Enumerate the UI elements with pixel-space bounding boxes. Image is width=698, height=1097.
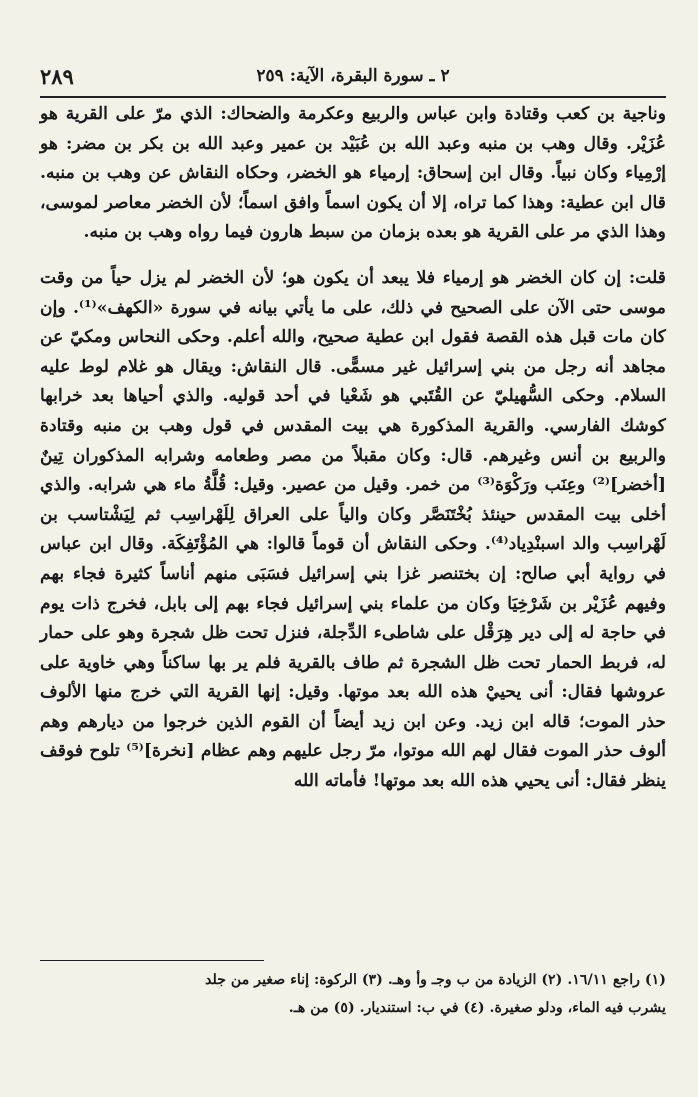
paragraph-2: قلت: إن كان الخضر هو إرمياء فلا يبعد أن يكون هو؛ لأن الخضر لم يزل حياً من وقت موسى حتى الآن على الصحيح في ذلك، على ما يأتي بيانه في سورة «الكهف»⁽¹⁾. وإن كان مات قبل هذه القصة فقول ابن عطية صحيح، والله أعلم. وحكى النحاس ومكيّ عن مجاهد أنه رجل من بني إسرائيل غير مسمًّى. قال النقاش: ويقال هو غلام لوط عليه السلام. وحكى السُّهيليّ عن القُتَبي هو شَعْيا في أحد قوليه. والذي أحياها بعد خرابها كوشك الفارسي. والقرية المذكورة هي بيت المقدس في قول وهب بن منبه وقتادة والربيع بن أنس وغيرهم. قال: وكان مقبلاً من مصر وطعامه وشرابه المذكوران تِينٌ [أخضر]⁽²⁾ وعِنَب ورَكْوَة⁽³⁾ من خمر. وقيل من عصير. وقيل: قُلَّةُ ماء هي شرابه. والذي أخلى بيت المقدس حينئذ بُخْتَنَصَّر وكان والياً على العراق لِلَهْراسِب ثم لِيَشْتاسب بن لَهْراسِب والد اسبنْدِياد⁽⁴⁾. وحكى النقاش أن قوماً قالوا: هي المُؤْتَفِكَة. وقال ابن عباس في رواية أبي صالح: إن بختنصر غزا بني إسرائيل فسَبَى منهم أناساً كثيرة فجاء بهم وفيهم عُزَيْر بن شَرْخِيَا وكان من علماء بني إسرائيل فجاء بهم إلى بابل، فخرج ذات يوم في حاجة له إلى دير هِرَقْل على شاطىء الدِّجلة، فنزل تحت ظل شجرة وهو على حمار له، فربط الحمار تحت ظل الشجرة ثم طاف بالقرية فلم ير بها ساكناً وهي خاوية على عروشها فقال: أنى يحييْ هذه الله بعد موتها. وقيل: إنها القرية التي خرج منها الألوف حذر الموت؛ قاله ابن زيد. وعن ابن زيد أيضاً أن القوم الذين خرجوا من ديارهم وهم ألوف حذر الموت فقال لهم الله موتوا، مرّ رجل عليهم وهم عظام [نخرة]⁽⁵⁾ تلوح فوقف ينظر فقال: أنى يحيي هذه الله بعد موتها! فأماته الله [40,267,667,792]
footnote-line-1: (١) راجع ١٦/١١. (٢) الزيادة من ب وجـ وأ وهـ. (٣) الركوة: إناء صغير من جلد [205,972,666,988]
footnotes [40,966,666,1022]
paragraph-1: وناجية بن كعب وقتادة وابن عباس والربيع وعكرمة والضحاك: الذي مرّ على القرية هو عُزَيْر. وقال وهب بن منبه وعبد الله بن عُبَيْد بن عمير وعبد الله بن بكر بن مضر: هو إرْمِياء وكان نبياً. وقال ابن إسحاق: إرمياء هو الخضر، وحكاه النقاش عن وهب بن منبه. قال ابن عطية: وهذا كما تراه، إلا أن يكون اسماً وافق اسماً؛ لأن الخضر معاصر لموسى، وهذا الذي مر على القرية هو بعده بزمان من سبط هارون فيما رواه وهب بن منبه. [40,104,666,243]
book-page [40,0,666,1097]
footnote-line-2: يشرب فيه الماء، ودلو صغيرة. (٤) في ب: استنديار. (٥) من هـ. [288,1000,666,1016]
page-header [40,62,666,98]
running-title: ٢ ـ سورة البقرة، الآية: ٢٥٩ [256,66,450,86]
body-text [40,100,666,797]
footnote-divider [40,960,264,961]
page-number: ٢٨٩ [40,64,74,89]
